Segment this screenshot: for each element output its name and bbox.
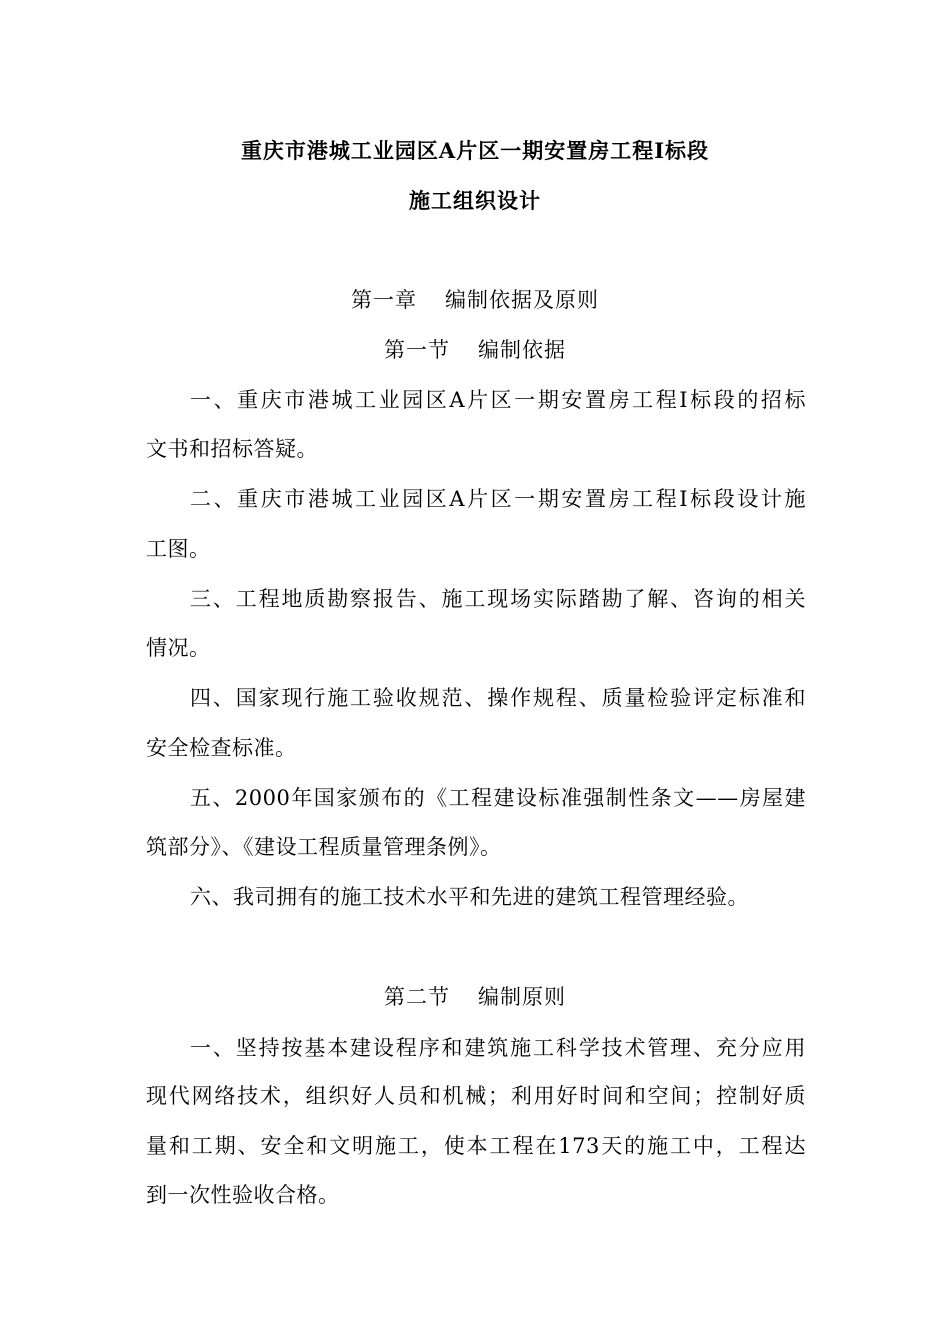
basis-item-1-line-2: 文书和招标答疑。	[146, 437, 318, 461]
chapter-number: 第一章	[351, 288, 417, 312]
basis-item-3-line-1: 三、工程地质勘察报告、施工现场实际踏勘了解、咨询的相关	[190, 587, 806, 611]
basis-item-2-line-2: 工图。	[146, 537, 211, 561]
section-name: 编制原则	[478, 985, 566, 1009]
basis-item-3-line-2: 情况。	[146, 636, 211, 660]
principle-line-4: 到一次性验收合格。	[146, 1183, 340, 1207]
basis-item-6: 六、我司拥有的施工技术水平和先进的建筑工程管理经验。	[190, 885, 749, 909]
section-name: 编制依据	[478, 338, 566, 362]
principle-line-1: 一、坚持按基本建设程序和建筑施工科学技术管理、充分应用	[190, 1036, 806, 1060]
section-number: 第二节	[384, 985, 450, 1009]
principle-line-2: 现代网络技术，组织好人员和机械；利用好时间和空间；控制好质	[146, 1084, 806, 1108]
basis-item-2-line-1: 二、重庆市港城工业园区A片区一期安置房工程Ⅰ标段设计施	[190, 487, 806, 511]
document-subtitle: 施工组织设计	[409, 188, 541, 213]
principle-line-3: 量和工期、安全和文明施工，使本工程在173天的施工中，工程达	[146, 1134, 806, 1158]
section-heading-basis	[0, 337, 950, 363]
chapter-heading	[0, 287, 950, 313]
basis-item-1-line-1: 一、重庆市港城工业园区A片区一期安置房工程Ⅰ标段的招标	[190, 388, 806, 412]
basis-item-4-line-1: 四、国家现行施工验收规范、操作规程、质量检验评定标准和	[190, 686, 806, 710]
section-heading-principles	[0, 984, 950, 1010]
chapter-name: 编制依据及原则	[445, 288, 599, 312]
basis-item-5-line-1: 五、2000年国家颁布的《工程建设标准强制性条文——房屋建	[190, 786, 806, 810]
document-title: 重庆市港城工业园区A片区一期安置房工程Ⅰ标段	[240, 138, 710, 163]
basis-item-4-line-2: 安全检查标准。	[146, 736, 297, 760]
basis-item-5-line-2: 筑部分》、《建设工程质量管理条例》。	[146, 835, 502, 859]
section-number: 第一节	[384, 338, 450, 362]
